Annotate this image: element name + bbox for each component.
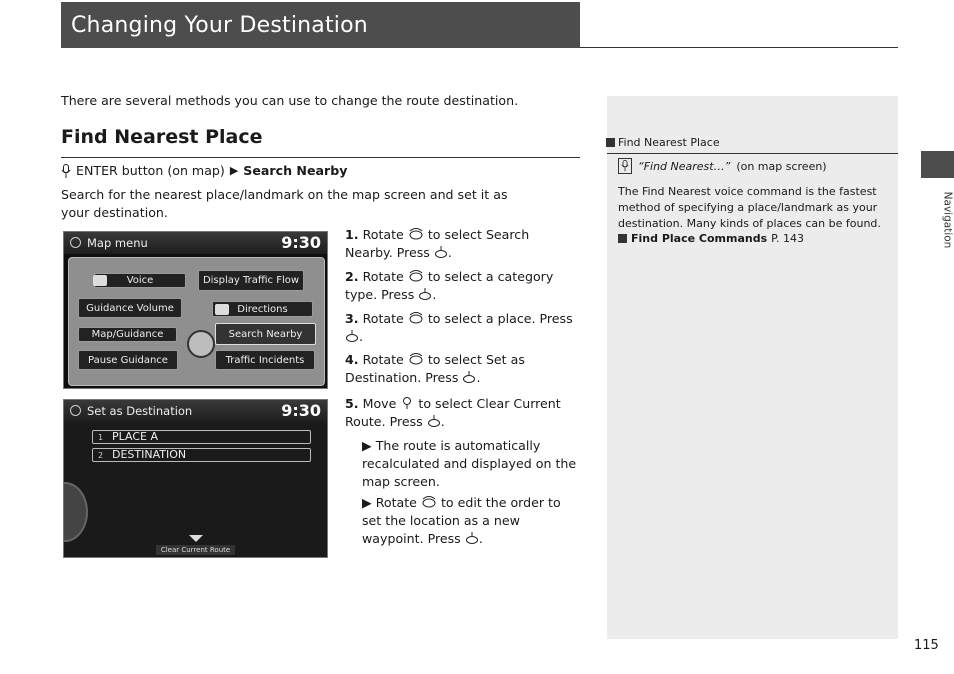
find-place-link[interactable]: Find Place Commands P. 143: [618, 232, 804, 245]
screen-time: 9:30: [281, 233, 321, 252]
knob-graphic: [63, 482, 88, 542]
down-arrow-icon: [189, 535, 203, 542]
step-3: 3. Rotate to select a place. Press .: [345, 311, 573, 344]
pause-guidance-button[interactable]: Pause Guidance: [78, 350, 178, 370]
voice-command: “Find Nearest…” (on map screen): [618, 158, 827, 174]
sidebar-title: Find Nearest Place: [606, 136, 720, 149]
screen-header: [64, 400, 327, 422]
path-start: ENTER button (on map): [76, 163, 225, 178]
press-icon: [434, 245, 448, 259]
screen-title: Set as Destination: [87, 404, 193, 418]
description: Search for the nearest place/landmark on the map screen and set it as your destination.: [61, 187, 508, 220]
joystick-icon: [400, 396, 414, 410]
press-icon: [427, 414, 441, 428]
sidebar-body: The Find Nearest voice command is the fastest method of specifying a place/landmark as your destination. Many kinds of places can be found.: [618, 185, 881, 230]
screen-time: 9:30: [281, 401, 321, 420]
home-icon: [70, 237, 81, 248]
title-bar: [61, 2, 580, 48]
step-4: 4. Rotate to select Set as Destination. Press .: [345, 352, 525, 385]
clear-current-route-button[interactable]: Clear Current Route: [156, 545, 235, 555]
map-menu-screen: [63, 231, 328, 389]
dial-icon: [408, 269, 424, 283]
menu-path: [61, 162, 347, 180]
sidebar-panel: [607, 96, 898, 639]
directions-button[interactable]: Directions: [212, 301, 313, 317]
sidebar-rule: [607, 153, 898, 154]
dial-icon: [408, 352, 424, 366]
title-rule: [580, 47, 898, 48]
press-icon: [418, 287, 432, 301]
traffic-incidents-button[interactable]: Traffic Incidents: [215, 350, 315, 370]
display-traffic-flow-button[interactable]: Display Traffic Flow: [198, 270, 304, 291]
map-guidance-button[interactable]: Map/Guidance: [78, 327, 177, 342]
press-icon: [462, 370, 476, 384]
note-icon: [606, 138, 615, 147]
arrow-right-icon: ▶: [362, 495, 372, 510]
arrow-right-icon: ▶: [362, 438, 372, 453]
intro-text: There are several methods you can use to change the route destination.: [61, 93, 519, 108]
mic-icon: [618, 158, 632, 174]
screen-header: [64, 232, 327, 254]
press-icon: [465, 531, 479, 545]
destination-row[interactable]: 2 DESTINATION: [92, 448, 311, 462]
press-icon: [345, 329, 359, 343]
voice-button[interactable]: Voice: [94, 273, 186, 288]
speaker-icon: [93, 275, 107, 286]
step-1: 1. Rotate to select Search Nearby. Press .: [345, 227, 530, 260]
substep-1: ▶ The route is automatically recalculated and displayed on the map screen.: [362, 438, 577, 489]
destination-row[interactable]: 1 PLACE A: [92, 430, 311, 444]
step-5: 5. Move to select Clear Current Route. Press .: [345, 396, 561, 429]
dial-icon: [421, 495, 437, 509]
set-destination-screen: [63, 399, 328, 558]
section-tab-label: Navigation: [941, 191, 954, 249]
section-rule: [61, 157, 580, 158]
screen-title: Map menu: [87, 236, 148, 250]
section-heading: Find Nearest Place: [61, 126, 263, 148]
arrow-right-icon: ▶: [229, 164, 239, 177]
compass-icon: [187, 330, 215, 358]
guidance-volume-button[interactable]: Guidance Volume: [78, 298, 182, 318]
path-end: Search Nearby: [243, 163, 348, 178]
home-icon: [70, 405, 81, 416]
step-2: 2. Rotate to select a category type. Press .: [345, 269, 554, 302]
section-tab: [921, 151, 954, 178]
page-title: Changing Your Destination: [71, 13, 368, 38]
dial-icon: [408, 311, 424, 325]
directions-icon: [215, 304, 229, 315]
page-number: 115: [914, 638, 939, 653]
mic-icon: [61, 164, 71, 179]
link-arrow-icon: [618, 234, 627, 243]
search-nearby-button[interactable]: Search Nearby: [215, 323, 316, 345]
dial-icon: [408, 227, 424, 241]
destination-panel: [64, 422, 328, 558]
substep-2: ▶ Rotate to edit the order to set the location as a new waypoint. Press .: [362, 495, 561, 546]
